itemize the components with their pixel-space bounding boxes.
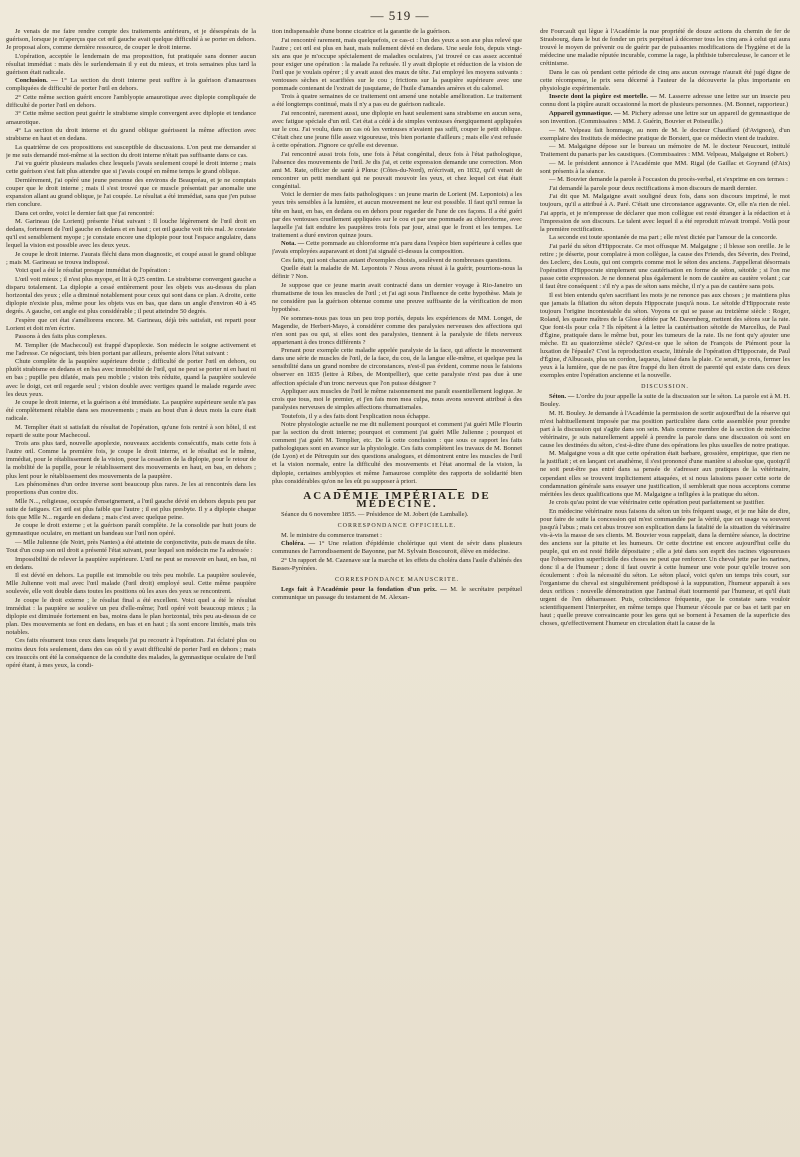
paragraph-text: Les phénomènes d'un ordre inverse sont beaucoup plus rares. Je les ai rencontrés dans les proportions d'un contre dix.: [6, 481, 256, 497]
paragraph: [272, 586, 522, 602]
paragraph-text: La seconde est toute spontanée de ma part ; elle m'est dictée par l'amour de la concorde.: [549, 234, 778, 242]
page-number: — 519 —: [370, 8, 430, 23]
paragraph: [6, 342, 256, 358]
paragraph: [540, 243, 790, 291]
paragraph: [540, 234, 790, 242]
paragraph-text: Cette pommade au chloroforme m'a paru dans l'espèce bien supérieure à celles que j'avais employées auparavant et dont j'ai signalé ci-dessus la composition.: [272, 240, 522, 256]
paragraph-text: M. H. Bouley. Je demande à l'Académie la permission de sortir aujourd'hui de la réserve qui m'est habituellement imposée par ma position particulière dans cette assemblée pour prendre part à la discussion qui s'agite dans son sein. Mais comme membre de la section de médecine vétérinaire, je suis naturellement appelé à prendre la parole dans une discussion où sont en cause les destinées du séton, c'est-à-dire d'une des opérations les plus usuelles de notre pratique.: [540, 409, 790, 449]
paragraph: [6, 53, 256, 77]
paragraph-text: 3° Cette même section peut guérir le strabisme simple convergent avec diplopie et tendance amaurotique.: [6, 110, 256, 126]
paragraph-text: Ces faits, qui sont chacun autant d'exemples choisis, soulèvent de nombreuses questions.: [281, 256, 512, 264]
column-middle: [272, 28, 522, 1148]
paragraph-text: Dernièrement, j'ai opéré une jeune personne des environs de Beaupréau, et je ne comptais couper que le droit interne ; mais il s'est trouvé que ce muscle présentait par anomalie une expansion allant au grand oblique, je l'ai coupée. Le résultat a été immédiat, sans que j'en puisse rien conclure.: [6, 176, 256, 208]
paragraph-lead: Insecte dont la piqûre est mortelle. —: [549, 93, 659, 101]
paragraph: [6, 358, 256, 398]
paragraph: [272, 511, 522, 519]
paragraph: [272, 265, 522, 281]
paragraph: [272, 540, 522, 556]
subsection-heading: DISCUSSION.: [641, 384, 689, 391]
paragraph-text: En médecine vétérinaire nous faisons du séton un très fréquent usage, et je me hâte de dire, pour faire de suite la concession qui m'est commandée par la vérité, que cet usage va souvent jusqu'à l'abus ; mais cet abus trouve son explication dans la fatalité de la situation du vétérinaire vis-à-vis la masse de ses clients. M. Bouvier vous rappelait, dans la dernière séance, la doctrine des anciens sur la pituite et les humeurs. Or cette doctrine est encore aujourd'hui celle du peuple, qui en est resté fidèle dépositaire ; elle a jeté dans son esprit des racines vigoureuses que l'observation superficielle des choses ne peut que renforcer. Un cheval jette par les narines, donc il a de l'humeur ; donc il faut ouvrir à cette humeur une voie pour qu'elle trouve son écoulement : d'où la nécessité du séton. Le séton placé, voici qu'en un temps très court, sur l'organisme du cheval est singulièrement prédisposé à la suppuration, l'humeur apparaît à ses deux orifices : nouvelle démonstration que l'animal était tourmenté par l'humeur, et qu'il était urgent de l'en débarrasser. Puis, coïncidence fréquente, que le constate sans vouloir scientifiquement l'interpréter, en même temps que l'humeur s'écoule par ce bas et tarit par en haut ; quelle preuve convaincante pour les gens qui se bornent à l'examen de la superficie des choses, qu'effectivement l'humeur en circulation était la cause de la: [540, 507, 790, 628]
paragraph-text: Prenant pour exemple cette maladie appelée paralysie de la face, qui affecte le mouvement dans une série de muscles de l'œil, de la face, du cou, de la langue elle-même, et quelque peu la sensibilité dans un grand nombre de circonstances, n'est-il pas évident, comme nous le faisions observer en 1835 (lettre à Ribes, de Montpellier), que cette paralysie n'est pas due à une affection spéciale d'un tronc nerveux que l'on puisse désigner ?: [272, 347, 522, 387]
paragraph: [6, 317, 256, 333]
paragraph-text: L'ordre du jour appelle la suite de la discussion sur le séton. La parole est à M. H. Bouley.: [540, 393, 790, 409]
paragraph-text: M. Templier était si satisfait du résultat de l'opération, qu'une fois rentré à son hôtel, il est reparti de suite pour Machecoul.: [6, 423, 256, 439]
paragraph: [540, 185, 790, 193]
section-heading: ACADÉMIE IMPÉRIALE DE MÉDECINE.: [303, 489, 491, 510]
paragraph: [6, 177, 256, 209]
paragraph-text: — M. Bouvier demande la parole à l'occasion du procès-verbal, et s'exprime en ces termes :: [549, 176, 788, 184]
subsection-heading: CORRESPONDANCE OFFICIELLE.: [337, 522, 457, 529]
paragraph-text: 1° Une relation d'épidémie cholérique qui vient de sévir dans plusieurs communes de l'arrondissement de Bayonne, par M. Sylvain Boscouroit, élève en médecine.: [272, 540, 522, 556]
paragraph-text: Il est dévié en dehors. La pupille est immobile ou très peu mobile. La paupière soulevée, Mlle Julienne voit mal avec l'œil malade (l'œil droit) employé seul. Cette même paupière soulevée, elle voit double dans toutes les positions où les axes des yeux se rencontrent.: [6, 572, 256, 596]
paragraph: [6, 498, 256, 522]
paragraph: [6, 522, 256, 538]
paragraph: [6, 637, 256, 669]
paragraph: [6, 539, 256, 555]
paragraph: [540, 143, 790, 159]
paragraph: [6, 333, 256, 341]
paragraph: [540, 127, 790, 143]
paragraph: [272, 37, 522, 93]
paragraph: [272, 93, 522, 109]
paragraph-text: — Mlle Julienne (de Noirt, près Nantes) a été atteinte de conjonctivite, puis de maux de tête. Tout d'un coup son œil droit a présenté l'état suivant, pour lequel son médecin me l'a adressée :: [6, 538, 256, 554]
paragraph: [272, 557, 522, 573]
paragraph-text: Toutefois, il y a des faits dont l'explication nous échappe.: [281, 412, 430, 420]
paragraph-text: Notre physiologie actuelle ne me dit nullement pourquoi et comment j'ai guéri Mlle Flourin par la section du droit interne; pourquoi et comment j'ai guéri Mlle Julienne ; pourquoi et comment j'ai guéri M. Templier, etc. De là cette conclusion : que sous ce rapport les faits pathologiques sont en avance sur la physiologie. Ces faits complètent les travaux de M. Bonnet (de Lyon) et de Pétrequin sur des questions analogues, et démontrent entre les muscles de l'œil et la vision normale, entre la difficulté des mouvements et l'état anormal de la vision, la diplopie, certaines amblyopies et même l'amaurose complète des rapports de solidarité bien plus considérables qu'on ne les eût pu supposer à priori.: [272, 421, 522, 485]
paragraph: [6, 110, 256, 126]
paragraph: [540, 292, 790, 381]
paragraph-text: Je venais de me faire rendre compte des traitements antérieurs, et je désespérais de la guérison, lorsque je m'aperçus que cet œil gauche avait quelque difficulté à se porter en dehors. Je proposai alors, comme dernière ressource, de couper le droit interne.: [6, 28, 256, 52]
paragraph-text: L'opération, acceptée le lendemain de ma proposition, fut pratiquée sans donner aucun résultat immédiat : mais dès le surlendemain il y eut du mieux, et trois semaines plus tard la guérison était radicale.: [6, 52, 256, 76]
paragraph: [6, 160, 256, 176]
paragraph: [6, 424, 256, 440]
paragraph-text: M. Templier (de Machecoul) est frappé d'apoplexie. Son médecin le soigne activement et me l'adresse. Ce négociant, très bien portant par ailleurs, présente alors l'état suivant :: [6, 341, 256, 357]
paragraph-text: 1° La section du droit interne peut suffire à la guérison d'amauroses compliquées de difficulté de porter l'œil en dehors.: [6, 77, 256, 93]
paragraph-text: Je coupe le droit interne, et la guérison a été immédiate. La paupière supérieure seule n'a pas été complètement rétablie dans ses mouvements ; mais au bout d'un à deux mois la cure était radicale.: [6, 399, 256, 423]
paragraph: [272, 532, 522, 540]
paragraph-text: M. le ministre du commerce transmet :: [281, 531, 382, 539]
paragraph: [272, 191, 522, 239]
paragraph-text: Dans cet ordre, voici le dernier fait que j'ai rencontré:: [15, 209, 155, 217]
paragraph-lead: Conclusion. —: [15, 77, 61, 85]
paragraph-text: Dans le cas où pendant cette période de cinq ans aucun ouvrage n'aurait été jugé digne de cette récompense, le prix sera décerné à l'auteur de la découverte la plus importante en physiologie expérimentale.: [540, 68, 790, 92]
paragraph-text: J'ai rencontré aussi trois fois, une fois à l'état congénital, deux fois à l'état pathologique, l'absence des mouvements de l'œil. Je dis j'ai, et cette expression demande une correction. Mon ami M. Rate, officier de santé à Plœuc (Côtes-du-Nord), m'écrivait, en 1832, qu'il venait de rencontrer un petit mendiant qui ne pouvait mouvoir les yeux, et chez lequel cet état était congénital.: [272, 150, 522, 190]
paragraph: [272, 282, 522, 314]
paragraph: [272, 257, 522, 265]
paragraph: [272, 151, 522, 191]
paragraph-text: Je coupe le droit interne. J'aurais fléchi dans mon diagnostic, et coupé aussi le grand oblique ; mais M. Garineau se trouva indisposé.: [6, 250, 256, 266]
paragraph-text: Trois à quatre semaines de ce traitement ont amené une notable amélioration. Le traitement a été longtemps continué, mais il n'y a pas eu de guérison radicale.: [272, 93, 522, 109]
paragraph: [6, 572, 256, 596]
paragraph-text: Séance du 6 novembre 1855. — Présidence de M. Jobert (de Lamballe).: [281, 510, 469, 518]
paragraph-lead: Séton. —: [549, 393, 577, 401]
paragraph-text: M. Lasserre adresse une lettre sur un insecte peu connu dont la piqûre aurait occasionné la mort de plusieurs personnes. (M. Bonnet, rapporteur.): [540, 93, 790, 109]
paragraph: [540, 93, 790, 109]
paragraph: [272, 388, 522, 412]
paragraph-text: J'espère que cet état s'améliorera encore. M. Garineau, déjà très satisfait, est reparti pour Lorient et doit m'en écrire.: [6, 316, 256, 332]
paragraph: [6, 94, 256, 110]
column-right: [540, 28, 790, 1148]
paragraph: [272, 28, 522, 36]
paragraph-text: Je suppose que ce jeune marin avait contracté dans un dernier voyage à Rio-Janeiro un rhumatisme de tous les muscles de l'œil ; et j'ai agi sous l'influence de cette hypothèse. Mais je ne considère pas la guérison obtenue comme une preuve suffisante de la vérification de mon hypothèse.: [272, 281, 522, 314]
paragraph: [540, 110, 790, 126]
paragraph: [6, 28, 256, 52]
paragraph: [540, 393, 790, 409]
paragraph: [6, 399, 256, 423]
paragraph: [6, 481, 256, 497]
paragraph: [6, 556, 256, 572]
paragraph: [6, 144, 256, 160]
paragraph-text: M. Pichery adresse une lettre sur un appareil de gymnastique de son invention. (Commissaires : MM. J. Guérin, Bouvier et Poiseuille.): [540, 109, 790, 126]
paragraph-text: M. le secrétaire perpétuel communique un passage du testament de M. Alexan-: [272, 586, 522, 602]
paragraph: [6, 77, 256, 93]
paragraph-text: 2° Un rapport de M. Cazenave sur la marche et les effets du choléra dans l'asile d'aliénés des Basses-Pyrénées.: [272, 556, 522, 572]
paragraph-text: J'ai dit que M. Malgaigne avait souligné deux fois, dans son discours imprimé, le mot toujours, qu'il a attribué à A. Paré. C'était une circonstance aggravante. Or, elle n'a rien de réel. J'ai appris, et je m'empresse de déclarer que mon collègue est resté étranger à la rédaction et à l'impression de son discours. Le talent avec lequel il a été reproduit m'avait trompé. Voilà pour la première rectification.: [540, 193, 790, 233]
paragraph-lead: Nota. —: [281, 240, 306, 248]
paragraph-text: Trois ans plus tard, nouvelle apoplexie, nouveaux accidents consécutifs, mais cette fois à l'autre œil. Comme la première fois, je coupe le droit interne, et le résultat est le même, immédiat, pour le rétablissement de la vision, pour la cessation de la diplopie, pour le retour de la mobilité de la pupille, pour le rétablissement des mouvements en haut, en bas, en dehors ; plus lent pour le rétablissement des mouvements de la paupière.: [6, 440, 256, 480]
paragraph-text: J'ai demandé la parole pour deux rectifications à mon discours de mardi dernier.: [549, 184, 757, 192]
paragraph-lead: Choléra. —: [281, 540, 319, 548]
paragraph-text: Ne sommes-nous pas tous un peu trop portés, depuis les expériences de MM. Longet, de Magendie, de Herbert-Mayo, à considérer comme des paralysies nerveuses des affections qui n'en sont pas ou qui, si elles sont des paralysies, tiennent à la paralysie de filets nerveux appartenant à des troncs différents ?: [272, 314, 522, 346]
paragraph-text: Quelle était la maladie de M. Lepontois ? Nous avons réussi à la guérir, pourrions-nous la définir ? Non.: [272, 265, 522, 281]
paragraph: [272, 240, 522, 256]
paragraph-text: M. Malgaigne vous a dit que cette opération était barbare, grossière, empirique, que rien ne la justifiait ; et en lançant cet anathème, il s'est prononcé d'une manière si absolue que, quoiqu'il ne soit peut-être pas entré dans sa pensée de s'adresser aux pratiques de la vétérinaire, cependant elles se trouvent implicitement attaquées, et si nous laissions passer cette sorte de condamnation générale sans essayer une justification, il semblerait que nous acceptons comme méritées les deux qualifications que M. Malgaigne a infligées à la pratique du séton.: [540, 450, 790, 498]
paragraph-lead: Appareil gymnastique. —: [549, 109, 623, 117]
paragraph-text: Chute complète de la paupière supérieure droite ; difficulté de porter l'œil en dehors, ou plutôt strabisme en dedans et en bas avec immobilité de l'œil, qui ne peut se porter ni en haut ni en bas ; pupille peu dilatée, mais peu mobile ; vision très réduite, quand la paupière soulevée avec le doigt, cet œil regarde seul ; vision double avec vertiges quand le malade regarde avec les deux yeux.: [6, 358, 256, 398]
paragraph: [272, 413, 522, 421]
subsection-heading: CORRESPONDANCE MANUSCRITE.: [334, 577, 459, 584]
paragraph-text: J'ai vu guérir plusieurs malades chez lesquels j'avais seulement coupé le droit interne ; mais cette guérison s'est fait plus attendre que si j'avais coupé en même temps le grand oblique.: [6, 160, 256, 176]
paragraph-text: Appliquer aux muscles de l'œil le même raisonnement me paraît essentiellement logique. Je crois que tous, moi le premier, et j'en fais mon mea culpa, nous avons souvent attribué à des paralysies nerveuses de simples affections rhumatismales.: [272, 388, 522, 412]
paragraph-text: Je coupe le droit externe ; et la guérison paraît complète. Je la consolide par huit jours de gymnastique oculaire, en mettant un bandeau sur l'œil non opéré.: [6, 522, 256, 538]
paragraph: [272, 110, 522, 150]
paragraph-text: Voici le dernier de mes faits pathologiques : un jeune marin de Lorient (M. Lepontois) a les yeux très sensibles à la lumière, et aucun mouvement ne leur est possible. Il faut qu'il remue la tête en haut, en bas, en dedans ou en dehors pour regarder de l'une de ces façons. Il a été guéri par des ventouses cruellement appliquées sur le cou et par une pommade au chloroforme, avec laquelle j'ai fait enduire les paupières trois fois par jour, ainsi que le front et les tempes. Le traitement a duré environ quinze jours.: [272, 191, 522, 239]
paragraph-text: L'œil voit mieux ; il n'est plus myope, et lit à 0,25 centim. Le strabisme convergent gauche a disparu totalement. La diplopie a cessé entièrement pour les objets vus au-dessus du plan horizontal des yeux ; elle a diminué notablement pour ceux qui sont dans ce plan. A droite, cette diplopie n'existe plus, même pour les objets vus en bas, que dans un angle d'environ 40 à 45 degrés. A gauche, cet angle est plus considérable ; il peut atteindre 50 degrés.: [6, 275, 256, 316]
paragraph: [6, 218, 256, 250]
paragraph: [6, 127, 256, 143]
paragraph: [540, 28, 790, 68]
paragraph-text: Passons à des faits plus complexes.: [15, 333, 107, 341]
paragraph: [540, 69, 790, 93]
paragraph: [6, 440, 256, 480]
paragraph-text: La quatrième de ces propositions est susceptible de discussions. L'on peut me demander si je me suis demandé moi-même si la section du droit interne n'était pas suffisante dans ce cas.: [6, 143, 256, 159]
paragraph-text: — M. Velpeau fait hommage, au nom de M. le docteur Chauffard (d'Avignon), d'un exemplaire des Instituts de médecine pratique de Borsieri, que ce médecin vient de traduire.: [540, 126, 790, 142]
paragraph-lead: Legs fait à l'Académie pour la fondation d'un prix. —: [281, 586, 451, 594]
paragraph-text: 2° Cette même section guérit encore l'amblyopie amaurotique avec diplopie compliquée de difficulté de porter l'œil en dehors.: [6, 93, 256, 109]
paragraph-text: — M. le président annonce à l'Académie que MM. Rigal (de Gaillac et Goyrand (d'Aix) sont présents à la séance.: [540, 159, 790, 175]
paragraph: [540, 160, 790, 176]
paragraph: [540, 499, 790, 507]
paragraph-text: Il est bien entendu qu'en sacrifiant les mots je ne renonce pas aux choses ; je maintiens plus que jamais la filiation du séton depuis Hippocrate jusqu'à nous. Le sétoïde d'Hippocrate reste toujours l'origine incontestable du séton. Voyons ce qui se passe au treizième siècle : Roger, Roland, les quatre maîtres de la Glose éditée par M. Daremberg, mettent des sétons sur la rate. Que font-ils pour cela ? Ils répètent à la lettre la cautérisation sétoïde de Marcellus, de Paul d'Égine, pratiquée dans le même but, pour les tumeurs de la rate. Ils ne font qu'y ajouter une mèche. Et au quatorzième siècle? Qu'est-ce que le séton de François de Piémont pour la luxation de l'épaule? C'est la reproduction exacte, littérale de l'opération d'Hippocrate, de Paul d'Égine, d'Albucasis, plus un cordon, laqueus, laissé dans la plaie. Ce serait, je crois, fermer les yeux à la lumière, que de ne pas être frappé du lien étroit de parenté qui existe dans ces deux exemples entre l'opération ancienne et la nouvelle.: [540, 291, 790, 379]
paragraph-text: J'ai rencontré rarement, mais quelquefois, ce cas-ci : l'un des yeux a son axe plus relevé que l'autre ; cet œil est plus en haut, mais nullement dévié en dedans. Une seule fois, depuis vingt-six ans que je m'occupe spécialement de maladies oculaires, j'ai trouvé ce cas assez accentué pour exiger une opération : la malade l'a refusée. Il y avait diplopie et réduction de la vision de l'œil que je voulais opérer ; il y avait aussi des maux de tête. J'ai employé les moyens suivants : ventouses sèches et scarifiées sur le cou ; frictions sur la paupière supérieure avec une pommade contenant de l'extrait de jusquiame, de l'huile d'amandes amères et du calomel.: [272, 36, 522, 92]
paragraph: [540, 450, 790, 498]
paragraph-text: M. Garineau (de Lorient) présente l'état suivant : Il louche légèrement de l'œil droit en dedans, fortement de l'œil gauche en dedans et en haut ; cet œil gauche voit très mal. Je constate qu'il est sensiblement myope ; je constate encore une diplopie pour tout l'espace angulaire, dans lequel la vision est possible avec les deux yeux.: [6, 218, 256, 250]
paragraph: [540, 410, 790, 450]
paragraph: [6, 276, 256, 316]
paragraph-text: Je coupe le droit externe ; le résultat final a été excellent. Voici quel a été le résultat immédiat : la paupière se soulève un peu d'elle-même; l'œil opéré voit beaucoup mieux ; la diplopie est diminuée fortement en bas, moins dans le plan horizontal, très peu au-dessus de ce plan. Des mouvements se font en dedans, en bas et en haut ; ils sont encore limités, mais très notables.: [6, 596, 256, 636]
paragraph: [540, 193, 790, 233]
paragraph-text: Mlle N..., religieuse, occupée d'enseignement, a l'œil gauche dévié en dehors depuis peu par suite de fatigues. Cet œil est plus faible que l'autre ; il est plus presbyte. Il y a diplopie chaque fois que Mlle N... regarde en dedans ; mais c'est avec quelque peine.: [6, 497, 256, 521]
paragraph-text: J'ai parlé du séton d'Hippocrate. Ce mot offusque M. Malgaigne ; il blesse son oreille. Je le retire ; je déserte, pour complaire à mon collègue, la cause des Friends, des Séverin, des Freind, des Leclerc, des Louis, qui ont compris comme moi le séton des anciens. J'appellerai désormais l'opération d'Hippocrate simplement une cautérisation en forme de séton, sétoïde ; si l'on me passe cette expression. Je ne donnerai plus également le nom de cautère au cautère volant ; car il faut être conséquent : s'il n'y a pas de séton sans mèche, il n'y a pas de cautère sans pois.: [540, 242, 790, 290]
paragraph-text: Ces faits résument tous ceux dans lesquels j'ai pu recourir à l'opération. J'ai éclairé plus ou moins deux fois seulement, dans des cas où il y avait difficulté de porter l'œil en dehors ; mais ces insuccès ont été la conséquence de la conduite des malades, la gymnastique oculaire de l'œil opéré étant, à mes yeux, la condi-: [6, 637, 256, 669]
column-left: [6, 28, 256, 1148]
paragraph-text: Impossibilité de relever la paupière supérieure. L'œil ne peut se mouvoir en haut, en bas, ni en dedans.: [6, 555, 256, 571]
paragraph: [6, 597, 256, 637]
paragraph: [272, 421, 522, 485]
paragraph-text: Je crois qu'au point de vue vétérinaire cette opération peut parfaitement se justifier.: [549, 499, 765, 507]
paragraph-text: J'ai rencontré, rarement aussi, une diplopie en haut seulement sans strabisme en aucun sens, avec fatigue spéciale d'un œil. Cet état a cédé à de simples ventouses énergiquement appliquées sur le cou. J'ai voulu, dans un cas où les ventouses n'avaient pas suffi, couper le petit oblique. C'était chez une jeune fille assez vigoureuse, très bien portante d'ailleurs ; mais elle s'est refusée à cette opération. J'ignore ce qu'elle est devenue.: [272, 109, 522, 150]
paragraph-text: tion indispensable d'une bonne cicatrice et la garantie de la guérison.: [272, 28, 451, 35]
paragraph: [6, 251, 256, 267]
paragraph: [6, 210, 256, 218]
paragraph: [540, 176, 790, 184]
paragraph: [540, 508, 790, 629]
paragraph: [6, 267, 256, 275]
paragraph-text: 4° La section du droit interne et du grand oblique guérissent la même affection avec strabisme en haut et en dedans.: [6, 127, 256, 143]
paragraph: [272, 347, 522, 387]
paragraph-text: dre Fourcault qui lègue à l'Académie la nue propriété de douze actions du chemin de fer de Strasbourg, dans le but de fonder un prix perpétuel à décerner tous les cinq ans à celui qui aura trouvé le moyen de prévenir ou de guérir par de puissantes modifications de l'hygiène et de la médecine une maladie réputée incurable, comme la rage, la phthisie tuberculeuse, le cancer et le crétinisme.: [540, 28, 790, 68]
paragraph: [272, 315, 522, 347]
paragraph-text: Voici quel a été le résultat presque immédiat de l'opération :: [15, 267, 171, 275]
paragraph-text: — M. Malgaigne dépose sur le bureau un mémoire de M. le docteur Neucourt, intitulé Traitement du panaris par les caustiques. (Commissaires : MM. Velpeau, Malgaigne et Robert.): [540, 143, 790, 159]
